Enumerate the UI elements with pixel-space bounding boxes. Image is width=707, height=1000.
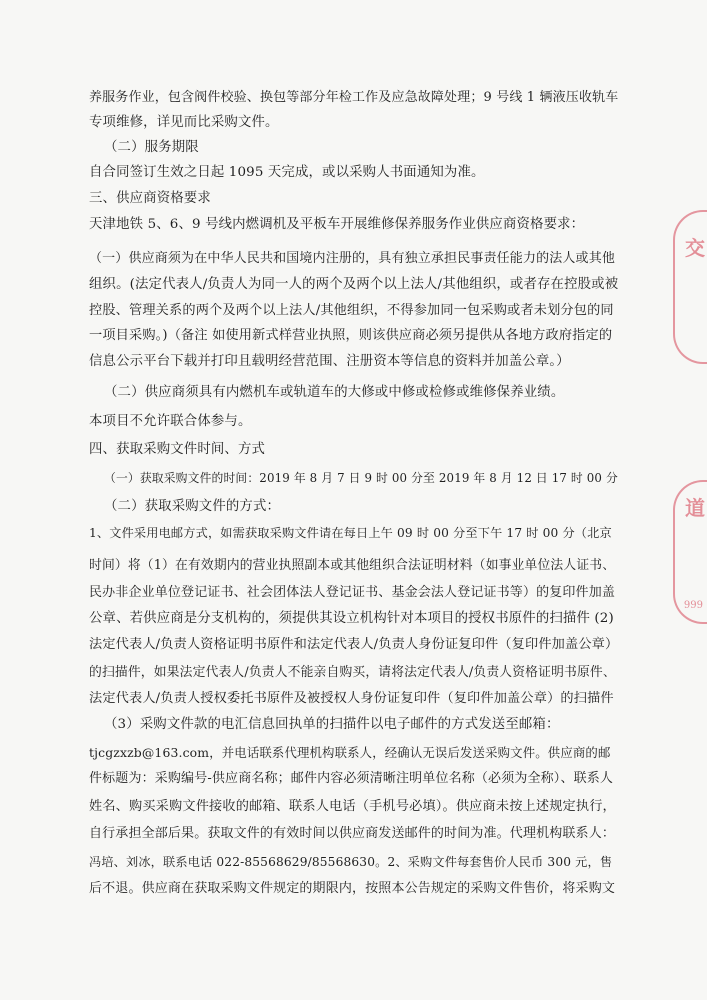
- document-page: 养服务作业，包含阀件校验、换包等部分年检工作及应急故障处理；9 号线 1 辆液压收轨车 专项维修，详见而比采购文件。 （二）服务期限 自合同签订生效之日起 1095 天完成，或以采购人书面通知为准。 三、供应商资格要求 天津地铁 5、6、9 号线内燃调机及平板车开展维修保养服务作业供应商资格要求： （一）供应商须为在中华人民共和国境内注册的，具有独立承担民事责任能力的法人或其他 组织。(法定代表人/负责人为同一人的两个及两个以上法人/其他组织，或者存在控股或被 控股、管理关系的两个及两个以上法人/其他组织，不得参加同一包采购或者未划分包的同 一项目采购。)（备注 如使用新式样营业执照，则该供应商必须另提供从各地方政府指定的 信息公示平台下载并打印且载明经营范围、注册资本等信息的资料并加盖公章。） （二）供应商须具有内燃机车或轨道车的大修或中修或检修或维修保养业绩。 本项目不允许联合体参与。 四、获取采购文件时间、方式 （一）获取采购文件的时间：2019 年 8 月 7 日 9 时 00 分至 2019 年 8 月 12 日 17 时 00 分 （二）获取采购文件的方式： 1、文件采用电邮方式，如需获取采购文件请在每日上午 09 时 00 分至下午 17 时 00 分（北京 时间）将（1）在有效期内的营业执照副本或其他组织合法证明材料（如事业单位法人证书、 民办非企业单位登记证书、社会团体法人登记证书、基金会法人登记证书等）的复印件加盖 公章、若供应商是分支机构的，须提供其设立机构针对本项目的授权书原件的扫描件 (2) 法定代表人/负责人资格证明书原件和法定代表人/负责人身份证复印件（复印件加盖公章） 的扫描件，如果法定代表人/负责人不能亲自购买，请将法定代表人/负责人资格证明书原件、 法定代表人/负责人授权委托书原件及被授权人身份证复印件（复印件加盖公章）的扫描件 （3）采购文件款的电汇信息回执单的扫描件以电子邮件的方式发送至邮箱： tjcgzxzb@163.com，并电话联系代理机构联系人，经确认无误后发送采购文件。供应商的邮 件标题为：采购编号-供应商名称；邮件内容必须清晰注明单位名称（必须为全称）、联系人 姓名、购买采购文件接收的邮箱、联系人电话（手机号必填）。供应商未按上述规定执行， 自行承担全部后果。获取文件的有效时间以供应商发送邮件的时间为准。代理机构联系人： 冯培、刘冰，联系电话 022-85568629/85568630。2、采购文件每套售价人民币 300 元，售 后不退。供应商在获取采购文件规定的期限内，按照本公告规定的采购文件售价，将采购文 交 道 999: [0, 0, 707, 1000]
- section-heading: 四、获取采购文件时间、方式: [89, 442, 266, 457]
- text-line: 1、文件采用电邮方式，如需获取采购文件请在每日上午 09 时 00 分至下午 17 时 00 分（北京: [89, 526, 612, 540]
- text-line: 本项目不允许联合体参与。: [89, 414, 252, 429]
- section-heading: （二）获取采购文件的方式：: [104, 499, 281, 514]
- text-line: （二）供应商须具有内燃机车或轨道车的大修或中修或检修或维修保养业绩。: [104, 385, 565, 400]
- text-line: 民办非企业单位登记证书、社会团体法人登记证书、基金会法人登记证书等）的复印件加盖: [89, 585, 616, 600]
- section-heading: （二）服务期限: [104, 140, 199, 155]
- text-line: 时间）将（1）在有效期内的营业执照副本或其他组织合法证明材料（如事业单位法人证书、: [89, 558, 616, 573]
- text-line: （一）获取采购文件的时间：2019 年 8 月 7 日 9 时 00 分至 2019 年 8 月 12 日 17 时 00 分: [104, 471, 618, 485]
- text-line: 的扫描件，如果法定代表人/负责人不能亲自购买，请将法定代表人/负责人资格证明书原件、: [89, 665, 616, 680]
- text-line: 后不退。供应商在获取采购文件规定的期限内，按照本公告规定的采购文件售价，将采购文: [89, 881, 616, 896]
- text-line: 冯培、刘冰，联系电话 022-85568629/85568630。2、采购文件每套售价人民币 300 元，售: [89, 855, 613, 869]
- text-line: 自行承担全部后果。获取文件的有效时间以供应商发送邮件的时间为准。代理机构联系人：: [89, 826, 616, 841]
- text-line: 组织。(法定代表人/负责人为同一人的两个及两个以上法人/其他组织，或者存在控股或被: [89, 277, 619, 292]
- text-line: （3）采购文件款的电汇信息回执单的扫描件以电子邮件的方式发送至邮箱：: [104, 717, 560, 732]
- text-line: 天津地铁 5、6、9 号线内燃调机及平板车开展维修保养服务作业供应商资格要求：: [89, 217, 585, 232]
- text-line: 法定代表人/负责人资格证明书原件和法定代表人/负责人身份证复印件（复印件加盖公章）: [89, 637, 619, 652]
- text-line: 控股、管理关系的两个及两个以上法人/其他组织，不得参加同一包采购或者未划分包的同: [89, 303, 614, 318]
- text-line: （一）供应商须为在中华人民共和国境内注册的，具有独立承担民事责任能力的法人或其他: [89, 251, 616, 266]
- text-line: 一项目采购。)（备注 如使用新式样营业执照，则该供应商必须另提供从各地方政府指定的: [89, 328, 613, 343]
- text-line: 姓名、购买采购文件接收的邮箱、联系人电话（手机号必填）。供应商未按上述规定执行，: [89, 799, 616, 814]
- text-line: 自合同签订生效之日起 1095 天完成，或以采购人书面通知为准。: [89, 165, 485, 180]
- text-line: 养服务作业，包含阀件校验、换包等部分年检工作及应急故障处理；9 号线 1 辆液压收轨车: [89, 90, 619, 105]
- section-heading: 三、供应商资格要求: [89, 191, 211, 206]
- text-line: 信息公示平台下载并打印且载明经营范围、注册资本等信息的资料并加盖公章。）: [89, 354, 570, 369]
- text-line: tjcgzxzb@163.com，并电话联系代理机构联系人，经确认无误后发送采购文件。供应商的邮: [89, 745, 611, 760]
- text-line: 法定代表人/负责人授权委托书原件及被授权人身份证复印件（复印件加盖公章）的扫描件: [89, 691, 614, 706]
- text-line: 公章、若供应商是分支机构的，须提供其设立机构针对本项目的授权书原件的扫描件 (2): [89, 611, 614, 626]
- text-line: 件标题为：采购编号-供应商名称；邮件内容必须清晰注明单位名称（必须为全称）、联系人: [89, 771, 614, 786]
- text-line: 专项维修，详见而比采购文件。: [89, 115, 279, 130]
